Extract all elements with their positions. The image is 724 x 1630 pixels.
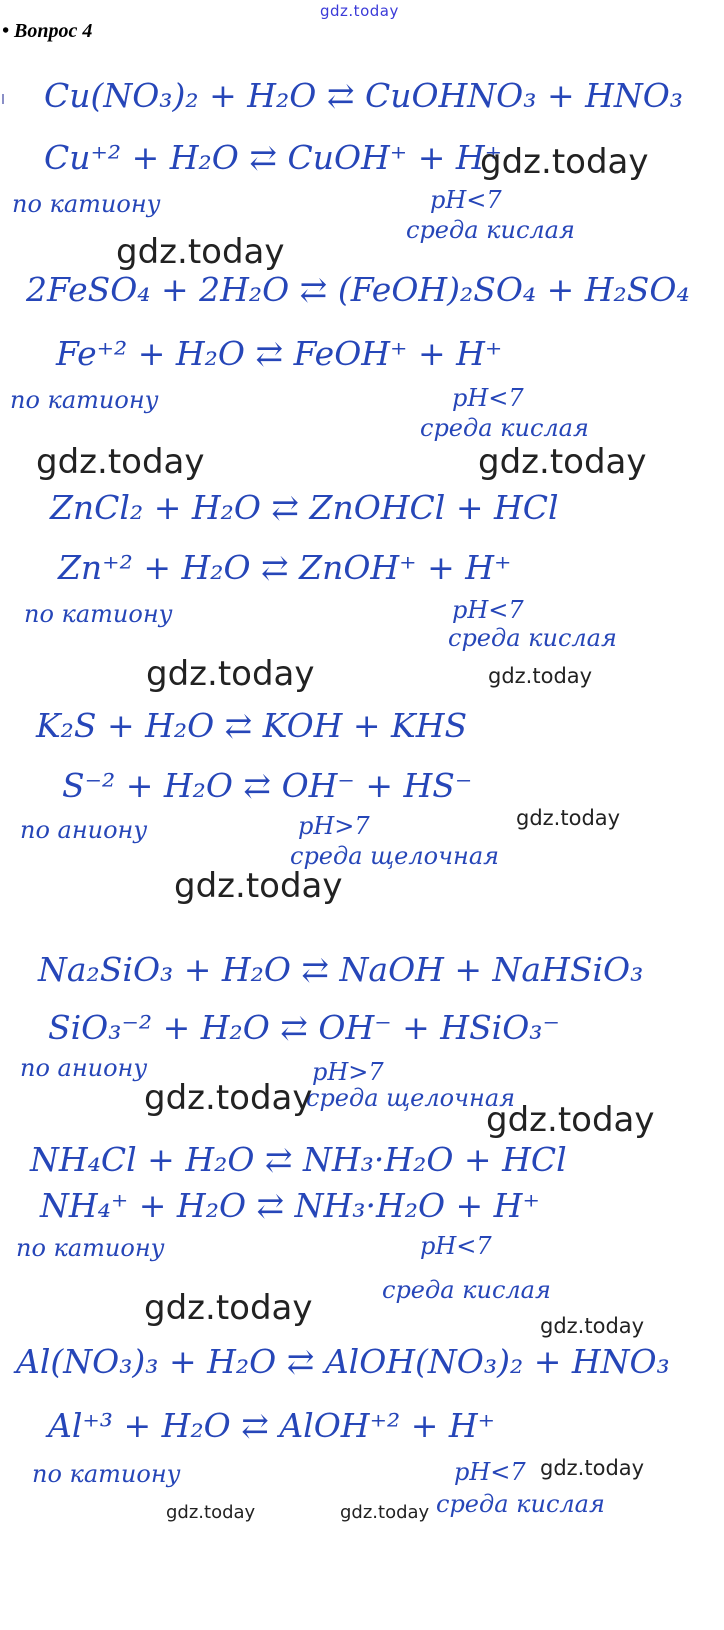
watermark: gdz.today [488,664,593,688]
equation-ionic-4: S⁻² + H₂O ⇄ OH⁻ + HS⁻ [62,766,473,805]
watermark: gdz.today [144,1288,313,1328]
medium-2: среда кислая [420,414,589,442]
watermark: gdz.today [540,1314,645,1338]
equation-molecular-7: Al(NO₃)₃ + H₂O ⇄ AlOH(NO₃)₂ + HNO₃ [16,1342,670,1381]
medium-6: среда кислая [382,1276,551,1304]
margin-mark [2,94,4,104]
hydrolysis-type-6: по катиону [16,1234,165,1262]
medium-3: среда кислая [448,624,617,652]
medium-4: среда щелочная [290,842,500,870]
equation-ionic-3: Zn⁺² + H₂O ⇄ ZnOH⁺ + H⁺ [58,548,512,587]
watermark: gdz.today [36,442,205,482]
medium-7: среда кислая [436,1490,605,1518]
equation-ionic-2: Fe⁺² + H₂O ⇄ FeOH⁺ + H⁺ [56,334,503,373]
watermark: gdz.today [174,866,343,906]
ph-value-7: pH<7 [454,1458,526,1486]
equation-molecular-1: Cu(NO₃)₂ + H₂O ⇄ CuOHNO₃ + HNO₃ [44,76,684,115]
hydrolysis-type-7: по катиону [32,1460,181,1488]
equation-molecular-4: K₂S + H₂O ⇄ KOH + KHS [36,706,468,745]
watermark: gdz.today [116,232,285,272]
hydrolysis-type-2: по катиону [10,386,159,414]
top-watermark: gdz.today [320,2,399,20]
watermark: gdz.today [144,1078,313,1118]
watermark: gdz.today [340,1502,430,1523]
hydrolysis-type-1: по катиону [12,190,161,218]
watermark: gdz.today [478,442,647,482]
equation-ionic-6: NH₄⁺ + H₂O ⇄ NH₃·H₂O + H⁺ [40,1186,540,1225]
equation-ionic-7: Al⁺³ + H₂O ⇄ AlOH⁺² + H⁺ [48,1406,496,1445]
equation-ionic-5: SiO₃⁻² + H₂O ⇄ OH⁻ + HSiO₃⁻ [48,1008,560,1047]
watermark: gdz.today [516,806,621,830]
equation-molecular-2: 2FeSO₄ + 2H₂O ⇄ (FeOH)₂SO₄ + H₂SO₄ [26,270,690,309]
watermark: gdz.today [480,142,649,182]
medium-5: среда щелочная [306,1084,516,1112]
equation-molecular-3: ZnCl₂ + H₂O ⇄ ZnOHCl + HCl [50,488,559,527]
ph-value-3: pH<7 [452,596,524,624]
equation-ionic-1: Cu⁺² + H₂O ⇄ CuOH⁺ + H⁺ [44,138,503,177]
watermark: gdz.today [146,654,315,694]
ph-value-1: pH<7 [430,186,502,214]
medium-1: среда кислая [406,216,575,244]
watermark: gdz.today [540,1456,645,1480]
ph-value-4: pH>7 [298,812,370,840]
ph-value-6: pH<7 [420,1232,492,1260]
equation-molecular-6: NH₄Cl + H₂O ⇄ NH₃·H₂O + HCl [30,1140,567,1179]
hydrolysis-type-5: по аниону [20,1054,148,1082]
question-title: • Вопрос 4 [2,20,93,42]
ph-value-2: pH<7 [452,384,524,412]
watermark: gdz.today [486,1100,655,1140]
hydrolysis-type-4: по аниону [20,816,148,844]
equation-molecular-5: Na₂SiO₃ + H₂O ⇄ NaOH + NaHSiO₃ [38,950,644,989]
watermark: gdz.today [166,1502,256,1523]
ph-value-5: pH>7 [312,1058,384,1086]
hydrolysis-type-3: по катиону [24,600,173,628]
